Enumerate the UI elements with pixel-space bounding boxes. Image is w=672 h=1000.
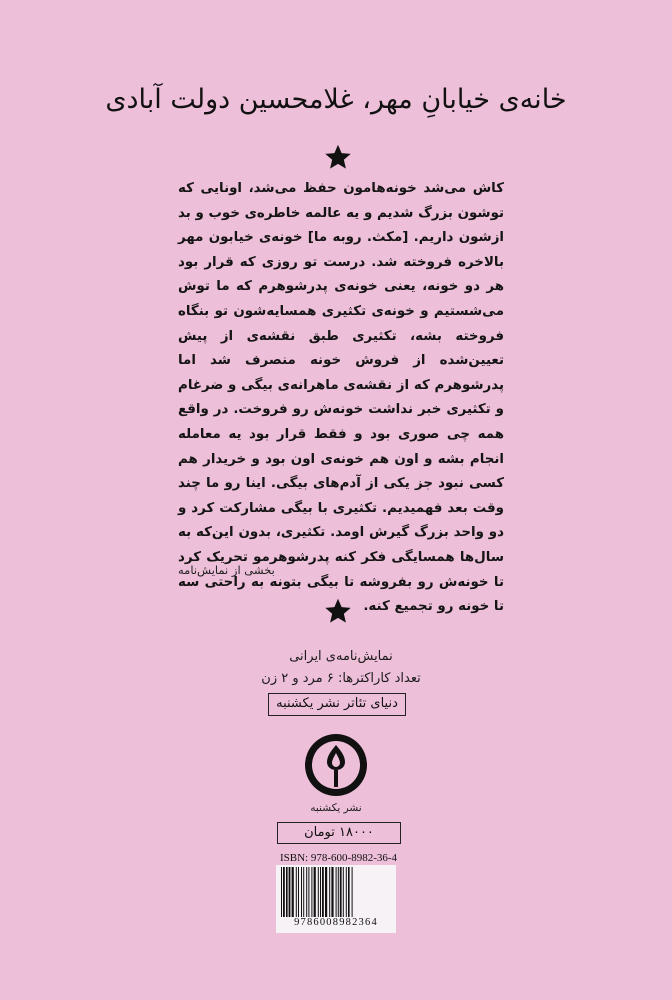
barcode-bar [296,867,297,917]
star-icon [324,597,352,625]
barcode-bar [329,867,330,917]
barcode-bar [308,867,309,917]
barcode-bar [338,867,339,917]
barcode-bar [298,867,299,917]
isbn-number: ISBN: 978-600-8982-36-4 [280,852,398,864]
barcode-bar [281,867,282,917]
barcode-bar [301,867,302,917]
star-icon [324,143,352,171]
publisher-name: نشر یکشنبه [310,802,362,814]
barcode-bar [314,867,316,917]
barcode-bar [343,867,344,917]
barcode-bar [340,867,342,917]
barcode-bar [322,867,324,917]
genre-label: نمایش‌نامه‌ی ایرانی [289,649,393,664]
barcode-bar [336,867,337,917]
barcode-bar [346,867,347,917]
barcode-bar [283,867,285,917]
excerpt-text: کاش می‌شد خونه‌هامون حفظ می‌شد، اونایی که توشون بزرگ شدیم و یه عالمه خاطره‌ی خوب و بد ازشون داریم. [مکث. روبه ما] خونه‌ی خیابون مهر بالاخره فروخته شد. درست تو روزی که قرار بود هر دو خونه، یعنی خونه‌ی پدرشوهرم که ما توش می‌شستیم و خونه‌ی تکثیری همسایه‌شون تو بنگاه فروخته بشه، تکثیری طبق نقشه‌ی از پیش تعیین‌شده از فروش خونه منصرف شد اما پدرشوهرم که از نقشه‌ی ماهرانه‌ی بیگی و ضرغام و تکثیری خبر نداشت خونه‌ش رو فروخت. در واقع همه چی صوری بود و فقط قرار بود یه معامله انجام بشه و اون هم خونه‌ی اون بود و خریدار هم کسی نبود جز یکی از آدم‌های بیگی. اینا رو ما چند وقت بعد فهمیدیم. تکثیری با بیگی مشارکت کرد و دو واحد بزرگ گیرش اومد. تکثیری، بدون این‌که به سال‌ها همسایگی فکر کنه پدرشوهرمو تحریک کرد تا خونه‌ش رو بفروشه تا بیگی بتونه به راحتی سه تا خونه رو تجمیع کنه. [178,181,504,615]
characters-count: تعداد کاراکترها: ۶ مرد و ۲ زن [261,671,421,686]
barcode-bar [325,867,327,917]
barcode-bar [311,867,312,917]
barcode-bar [286,867,288,917]
barcode-number: 9786008982364 [294,917,378,928]
price-label: ۱۸۰۰۰ تومان [277,822,401,844]
barcode [276,865,396,933]
barcode-bar [352,867,353,917]
barcode-bar [292,867,294,917]
book-title: خانه‌ی خیابانِ مهر، غلامحسین دولت آبادی [105,84,567,115]
excerpt-source: بخشی از نمایش‌نامه [178,563,275,577]
barcode-bar [306,867,307,917]
series-name: دنیای تئاتر نشر یکشنبه [268,693,406,716]
barcode-bar [320,867,321,917]
barcode-bars [280,867,392,917]
barcode-bar [318,867,319,917]
barcode-bar [289,867,291,917]
barcode-bar [303,867,304,917]
barcode-bar [348,867,350,917]
flame-match-icon [304,733,368,797]
barcode-bar [331,867,333,917]
